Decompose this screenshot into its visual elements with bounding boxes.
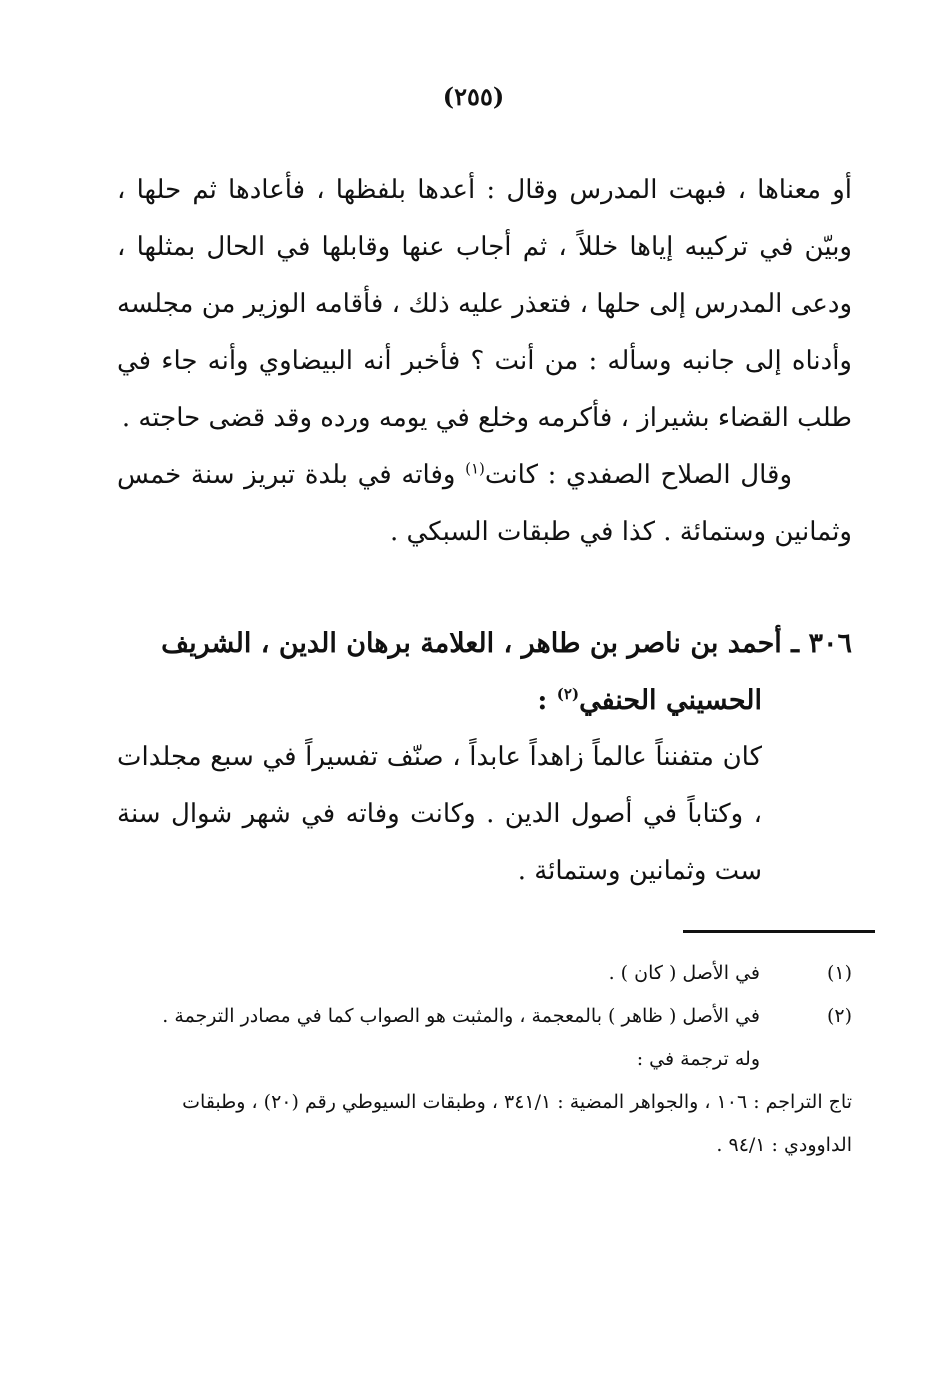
- entry-heading-line-2: الحسيني الحنفي: [579, 685, 762, 716]
- footnote-2: [117, 995, 852, 1038]
- footnotes: [117, 952, 852, 1167]
- paragraph-2-end: وفاته في بلدة تبريز سنة خمس وثمانين وستمائة . كذا في طبقات السبكي .: [117, 460, 852, 547]
- paragraph-2-start: وقال الصلاح الصفدي : كانت: [484, 460, 792, 490]
- main-text: [117, 162, 852, 561]
- footnote-1-text: في الأصل ( كان ) .: [608, 962, 760, 984]
- entry-heading-line-2-wrap: [117, 672, 852, 729]
- paragraph-2: [117, 447, 852, 561]
- footnote-2-text: في الأصل ( ظاهر ) بالمعجمة ، والمثبت هو الصواب كما في مصادر الترجمة .: [162, 1005, 760, 1027]
- footnote-divider: [683, 930, 875, 933]
- footnote-2-number: (٢): [826, 1005, 852, 1027]
- footnote-2-sources-label: وله ترجمة في :: [636, 1048, 760, 1070]
- footnote-2-sources: تاج التراجم : ١٠٦ ، والجواهر المضية : ٣٤١/١ ، وطبقات السيوطي رقم (٢٠) ، وطبقات الداوودي : ٩٤/١ .: [182, 1091, 852, 1156]
- biography-entry: [117, 615, 852, 900]
- page-number: (٢٥٥): [442, 82, 505, 111]
- entry-heading-colon: :: [537, 685, 557, 716]
- footnote-ref-1: (١): [465, 459, 485, 478]
- footnote-1: [117, 952, 852, 995]
- entry-heading-line-1: أحمد بن ناصر بن طاهر ، العلامة برهان الدين ، الشريف: [161, 628, 782, 659]
- entry-body: كان متفنناً عالماً زاهداً عابداً ، صنّف تفسيراً في سبع مجلدات ، وكتاباً في أصول الدين . وكانت وفاته في شهر شوال سنة ست وثمانين وستمائة .: [117, 742, 762, 886]
- footnote-ref-2: (٢): [556, 685, 580, 703]
- entry-heading: [117, 615, 852, 729]
- footnote-1-number: (١): [826, 962, 852, 984]
- paragraph-1: أو معناها ، فبهت المدرس وقال : أعدها بلفظها ، فأعادها ثم حلها ، وبيّن في تركيبه إياها خللاً ، ثم أجاب عنها وقابلها في الحال بمثلها ، ودعى المدرس إلى حلها ، فتعذر عليه ذلك ، فأقامه الوزير من مجلسه وأدناه إلى جانبه وسأله : من أنت ؟ فأخبر أنه البيضاوي وأنه جاء في طلب القضاء بشيراز ، فأكرمه وخلع في يومه ورده وقد قضى حاجته .: [117, 175, 852, 433]
- entry-number: ٣٠٦ ـ: [791, 628, 852, 659]
